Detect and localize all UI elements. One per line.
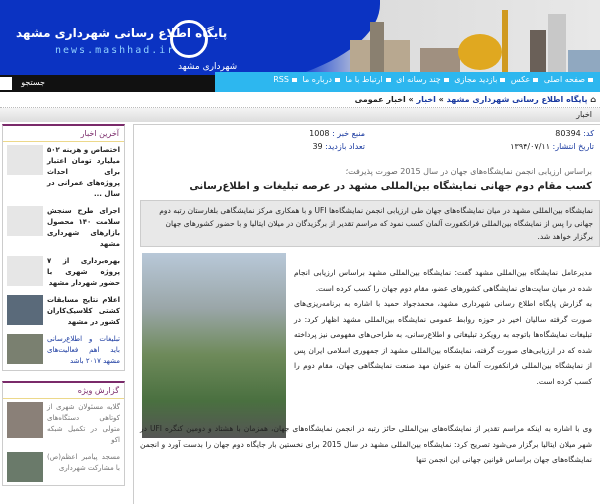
- news-link[interactable]: اجرای طرح سنجش سلامت ۱۴۰ محصول بازارهای شهرداری مشهد: [47, 207, 120, 248]
- list-item[interactable]: [3, 142, 124, 203]
- thumbnail: [7, 452, 43, 482]
- latest-news-box: [2, 124, 125, 371]
- site-header: [0, 0, 600, 92]
- breadcrumb: [0, 93, 600, 108]
- nav-virtual-tour[interactable]: بازدید مجازی: [454, 75, 498, 84]
- nav-contact[interactable]: ارتباط با ما: [345, 75, 383, 84]
- report-link[interactable]: مسجد پیامبر اعظم(ص) با مشارکت شهرداری: [47, 453, 120, 472]
- news-link[interactable]: اختصاص و هزینه ۵۰۲ میلیارد تومان اعتبار برای احداث پروژه‌های عمرانی در سال ...: [47, 146, 120, 198]
- thumbnail: [7, 145, 43, 175]
- article-subtitle: براساس ارزیابی انجمن نمایشگاه‌های جهان در سال 2015 صورت پذیرفت؛: [345, 167, 592, 176]
- special-report-title: گزارش ویژه: [3, 383, 124, 399]
- news-source: منبع خبر : 1008: [309, 129, 365, 138]
- latest-news-title: آخرین اخبار: [3, 126, 124, 142]
- paragraph: مدیرعامل نمایشگاه بین‌المللی مشهد گفت: نمایشگاه بین‌المللی مشهد براساس ارزیابی انجام شده در میان سایت‌های نمایشگاهی کشورهای عضو، مقام دوم جهان را کسب کرده است.: [294, 268, 592, 293]
- list-item[interactable]: [3, 292, 124, 331]
- city-skyline-image: [330, 10, 600, 72]
- search-label[interactable]: جستجو: [21, 78, 45, 87]
- home-icon[interactable]: ⌂: [590, 95, 596, 104]
- nav-photo[interactable]: عکس: [510, 75, 531, 84]
- report-link[interactable]: گلایه مسئولان شهری از کوتاهی دستگاه‌های متولی در تکمیل شبکه اکو: [47, 403, 120, 444]
- list-item[interactable]: [3, 399, 124, 449]
- site-url: news.mashhad.ir: [55, 45, 176, 56]
- list-item[interactable]: [3, 253, 124, 292]
- view-count: تعداد بازدید: 39: [312, 142, 365, 151]
- search-bar: [0, 75, 215, 92]
- thumbnail: [7, 402, 43, 438]
- paragraph: وی با اشاره به اینکه مراسم تقدیر از نمایشگاه‌های بین‌المللی حائز رتبه در انجمن نمایشگاه‌های جهان، همزمان با هشتاد و دومین کنگره UFI در شهر میلان ایتالیا برگزار می‌شود تصریح کرد: نمایشگاه بین‌المللی مشهد در سال 2015 برای نخستین بار جایگاه دوم جهان را بدست آورد و انجمن نمایشگاه‌های جهان براساس قوانین جهانی این انجمن تنها: [140, 424, 592, 464]
- list-item[interactable]: [3, 203, 124, 253]
- article-body-continued: [140, 421, 592, 468]
- section-title: اخبار: [0, 108, 600, 122]
- site-title: پایگاه اطلاع رسانی شهرداری مشهد: [16, 26, 228, 40]
- breadcrumb-news[interactable]: اخبار: [416, 95, 436, 104]
- thumbnail: [7, 334, 43, 364]
- list-item[interactable]: [3, 331, 124, 370]
- special-report-box: [2, 381, 125, 486]
- main-nav: [215, 72, 600, 92]
- news-link[interactable]: تبلیغات و اطلاع‌رسانی باید اهم فعالیت‌های مشهد ۲۰۱۷ باشد: [47, 335, 120, 365]
- breadcrumb-sep: »: [408, 95, 414, 104]
- paragraph: به گزارش پایگاه اطلاع رسانی شهرداری مشهد، محمدجواد حمید با اشاره به برنامه‌ریزی‌های صورت گرفته سالیان اخیر در حوزه روابط عمومی نمایشگاه بین‌المللی مشهد اظهار کرد: در تبلیغات نمایشگاه‌ها باتوجه به رویکرد تبلیغاتی و اطلاع‌رسانی، به طراحی‌های مفهومی نیز پرداخته شده که در ارزیابی‌های صورت گرفته، نمایشگاه بین‌المللی مشهد از جمهوری اسلامی ایران پس از نمایشگاه بین‌المللی فرانکفورت آلمان به عنوان مهد صنعت نمایشگاهی جهان، مقام دوم را کسب کرده است.: [294, 299, 592, 386]
- news-link[interactable]: بهره‌برداری از ۷ پروژه شهری با حضور شهردار مشهد: [47, 257, 120, 287]
- article: [133, 124, 600, 504]
- sidebar: [2, 124, 125, 496]
- nav-multimedia[interactable]: چند رسانه ای: [396, 75, 441, 84]
- nav-rss[interactable]: RSS: [273, 75, 289, 84]
- article-title: کسب مقام دوم جهانی نمایشگاه بین‌المللی مشهد در عرصه تبلیغات و اطلاع‌رسانی: [189, 181, 592, 192]
- search-input[interactable]: [0, 77, 12, 90]
- breadcrumb-sep: »: [438, 95, 444, 104]
- publish-date: تاریخ انتشار: ۱۳۹۴/۰۷/۱۱: [510, 142, 594, 151]
- article-body: [294, 265, 592, 389]
- news-code: کد: 80394: [555, 129, 594, 138]
- breadcrumb-root[interactable]: پایگاه اطلاع رسانی شهرداری مشهد: [446, 95, 588, 104]
- article-lead: نمایشگاه بین‌المللی مشهد در میان نمایشگاه‌های جهان طی ارزیابی انجمن نمایشگاه‌ها UFI و با همکاری مرکز نمایشگاهی بلغارستان رتبه دوم جهانی را پس از نمایشگاه بین‌المللی فرانکفورت آلمان کسب نمود که مراسم تقدیر از برگزیدگان در میلان ایتالیا و با حضور کشورهای جهان برگزار خواهد شد.: [140, 200, 600, 247]
- list-item[interactable]: [3, 449, 124, 485]
- thumbnail: [7, 295, 43, 325]
- nav-about[interactable]: درباره ما: [302, 75, 332, 84]
- thumbnail: [7, 256, 43, 286]
- article-image: [142, 253, 286, 438]
- breadcrumb-current: اخبار عمومی: [354, 95, 406, 104]
- thumbnail: [7, 206, 43, 236]
- logo-caption: شهرداری مشهد: [178, 62, 238, 72]
- news-link[interactable]: اعلام نتایج مسابقات کشتی کلاسیک‌کاران کشور در مشهد: [47, 296, 120, 326]
- municipality-logo[interactable]: [170, 20, 208, 58]
- nav-home[interactable]: صفحه اصلی: [543, 75, 585, 84]
